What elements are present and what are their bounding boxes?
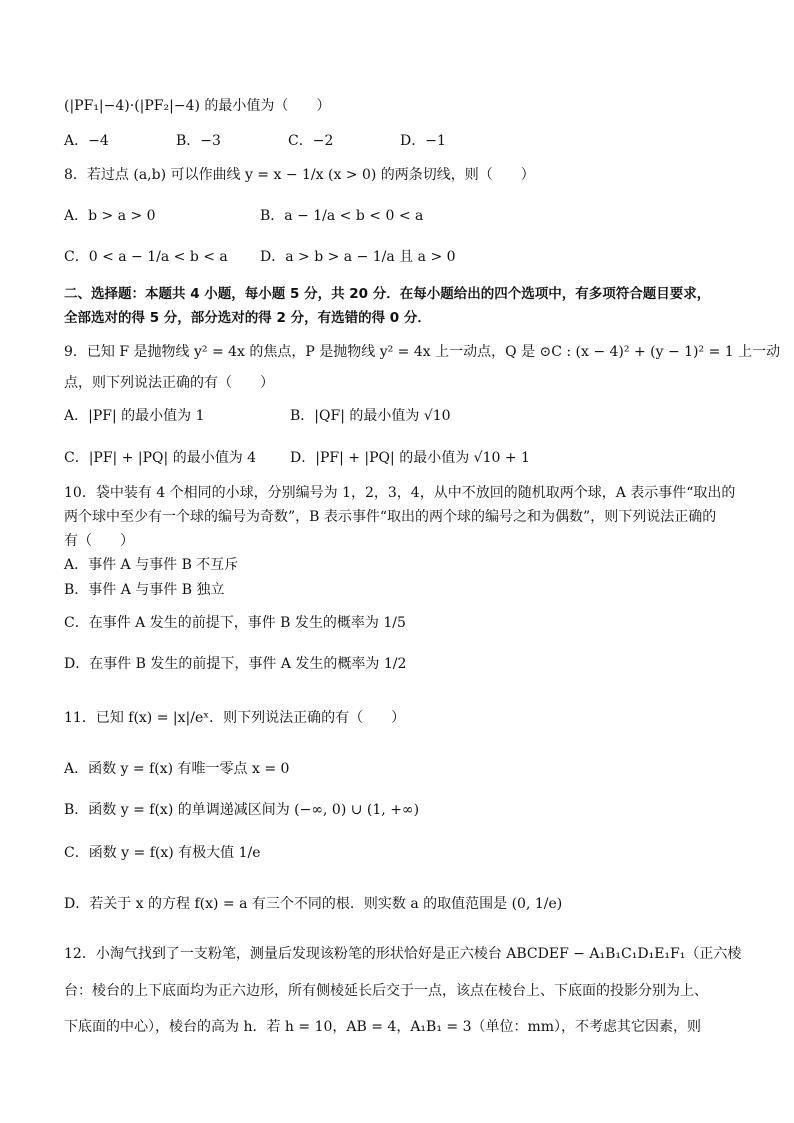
q12-line1: 12．小淘气找到了一支粉笔，测量后发现该粉笔的形状恰好是正六棱台 ABCDEF − A₁B₁C₁D₁E₁F₁（正六棱 bbox=[64, 946, 742, 962]
q8-option-d: D．a > b > a − 1/a 且 a > 0 bbox=[260, 249, 456, 265]
q11-stem: 11．已知 f(x) = |x|/eˣ．则下列说法正确的有（ ） bbox=[64, 710, 406, 726]
section2-line1: 二、选择题：本题共 4 小题，每小题 5 分，共 20 分．在每小题给出的四个选项中，有多项符合题目要求， bbox=[64, 286, 711, 302]
q7-option-a: A．−4 bbox=[64, 133, 109, 149]
q8-stem: 8．若过点 (a,b) 可以作曲线 y = x − 1/x (x > 0) 的两条切线，则（ ） bbox=[64, 167, 535, 183]
q12-line2: 台：棱台的上下底面均为正六边形，所有侧棱延长后交于一点，该点在棱台上、下底面的投影分别为上、 bbox=[64, 983, 708, 999]
q8-option-b: B．a − 1/a < b < 0 < a bbox=[260, 208, 424, 224]
q11-option-d: D．若关于 x 的方程 f(x) = a 有三个不同的根．则实数 a 的取值范围是 (0, 1/e) bbox=[64, 896, 563, 912]
q7-tail: (|PF₁|−4)·(|PF₂|−4) 的最小值为（ ） bbox=[64, 98, 331, 114]
q9-option-b: B．|QF| 的最小值为 √10 bbox=[290, 408, 451, 424]
q7-option-d: D．−1 bbox=[400, 133, 446, 149]
q10-option-b: B．事件 A 与事件 B 独立 bbox=[64, 582, 225, 598]
q11-option-b: B．函数 y = f(x) 的单调递减区间为 (−∞, 0) ∪ (1, +∞) bbox=[64, 802, 420, 818]
q8-option-a: A．b > a > 0 bbox=[64, 208, 156, 224]
q10-option-a: A．事件 A 与事件 B 不互斥 bbox=[64, 557, 239, 573]
q9-line2: 点，则下列说法正确的有（ ） bbox=[64, 375, 274, 391]
q10-line1: 10．袋中装有 4 个相同的小球，分别编号为 1，2，3，4，从中不放回的随机取两个球，A 表示事件“取出的 bbox=[64, 485, 736, 501]
section2-line2: 全部选对的得 5 分，部分选对的得 2 分，有选错的得 0 分． bbox=[64, 310, 431, 326]
q7-option-c: C．−2 bbox=[288, 133, 334, 149]
q12-line3: 下底面的中心），棱台的高为 h．若 h = 10，AB = 4，A₁B₁ = 3（单位：mm），不考虑其它因素，则 bbox=[64, 1019, 702, 1035]
q11-option-a: A．函数 y = f(x) 有唯一零点 x = 0 bbox=[64, 761, 290, 777]
q10-line3: 有（ ） bbox=[64, 533, 134, 549]
q8-option-c: C．0 < a − 1/a < b < a bbox=[64, 249, 228, 265]
q7-option-b: B．−3 bbox=[176, 133, 221, 149]
q10-option-d: D．在事件 B 发生的前提下，事件 A 发生的概率为 1/2 bbox=[64, 656, 407, 672]
q10-line2: 两个球中至少有一个球的编号为奇数”，B 表示事件“取出的两个球的编号之和为偶数”，则下列说法正确的 bbox=[64, 509, 717, 525]
q9-option-d: D．|PF| + |PQ| 的最小值为 √10 + 1 bbox=[290, 450, 530, 466]
q10-option-c: C．在事件 A 发生的前提下，事件 B 发生的概率为 1/5 bbox=[64, 615, 406, 631]
q9-option-c: C．|PF| + |PQ| 的最小值为 4 bbox=[64, 450, 257, 466]
q9-option-a: A．|PF| 的最小值为 1 bbox=[64, 408, 205, 424]
q11-option-c: C．函数 y = f(x) 有极大值 1/e bbox=[64, 845, 261, 861]
q9-line1: 9．已知 F 是抛物线 y² = 4x 的焦点，P 是抛物线 y² = 4x 上一动点，Q 是 ⊙C : (x − 4)² + (y − 1)² = 1 上一动 bbox=[64, 344, 781, 360]
